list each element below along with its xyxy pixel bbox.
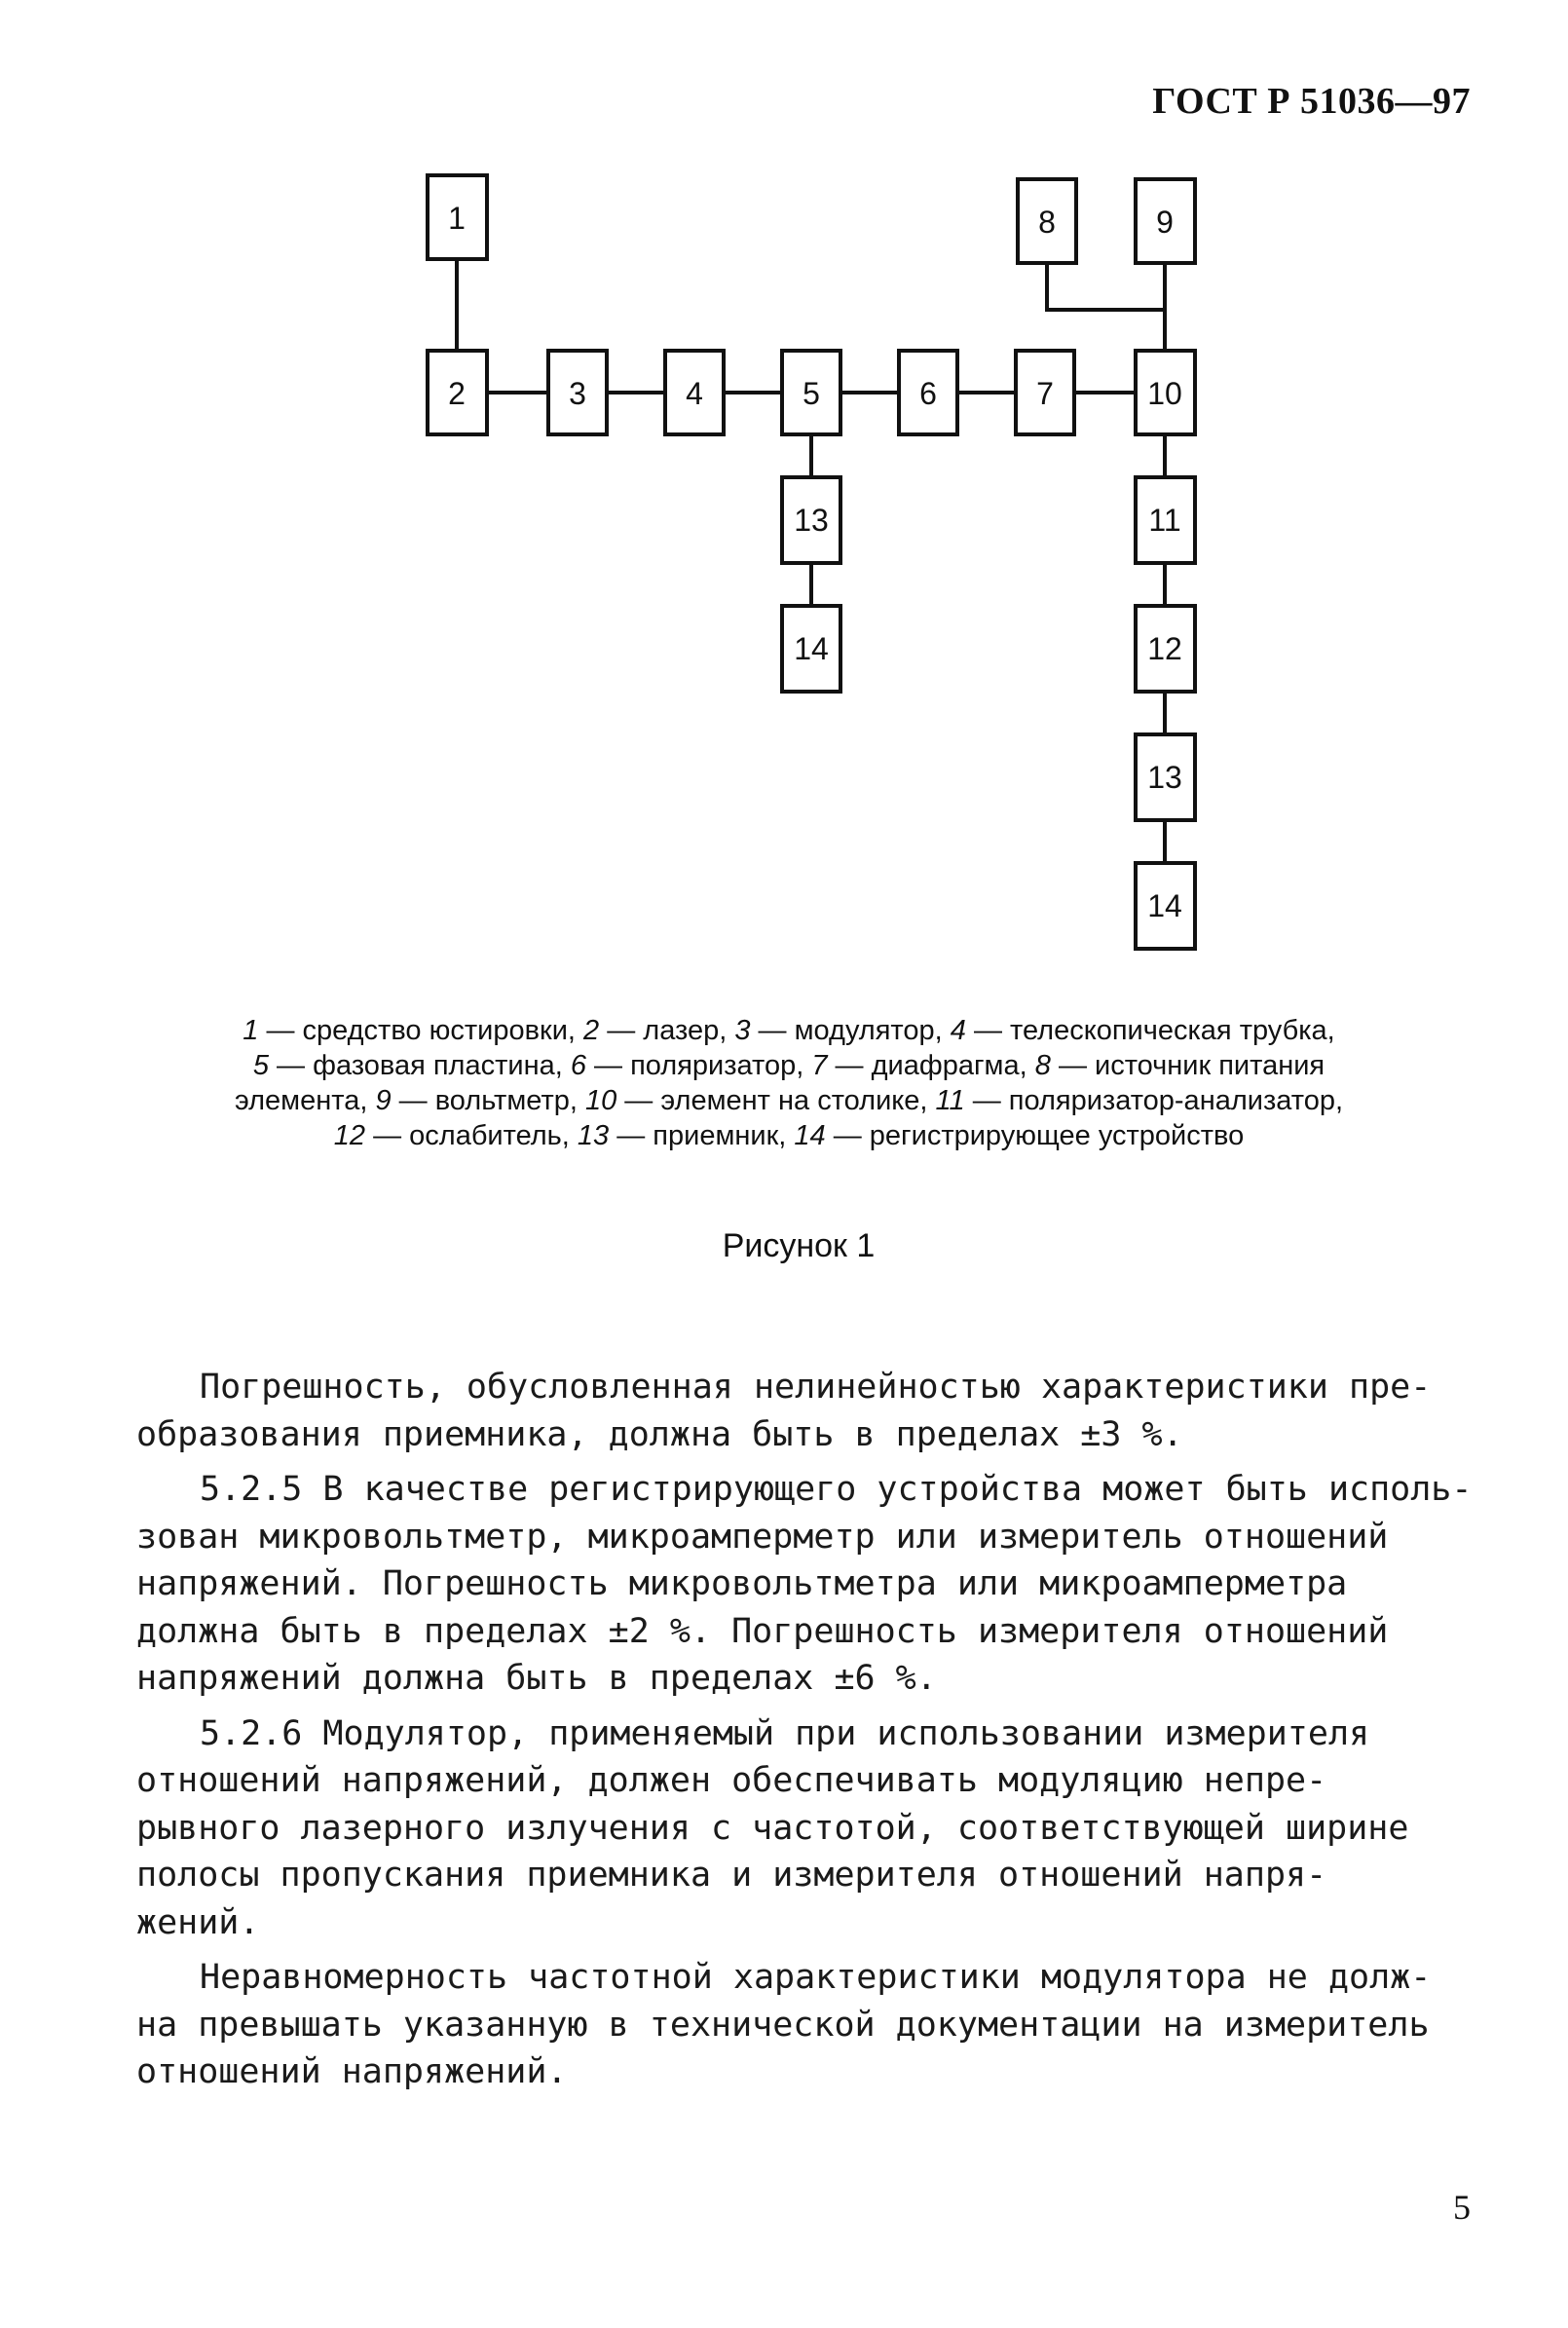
legend-text: — ослабитель, xyxy=(365,1120,578,1151)
legend-num: 3 xyxy=(734,1015,751,1046)
legend-num: 5 xyxy=(252,1050,269,1081)
block-12 xyxy=(1136,606,1195,692)
legend-text: — поляризатор, xyxy=(585,1050,812,1081)
legend-text: — источник питания xyxy=(1050,1050,1325,1081)
legend-num: 14 xyxy=(794,1120,826,1151)
block-4 xyxy=(665,351,724,434)
svg-text:12: 12 xyxy=(1147,631,1182,666)
legend-num: 9 xyxy=(375,1085,392,1116)
svg-text:11: 11 xyxy=(1148,503,1181,538)
block-5 xyxy=(782,351,840,434)
legend-text: — вольтметр, xyxy=(391,1085,585,1116)
svg-text:6: 6 xyxy=(919,376,937,411)
paragraph-line: зован микровольтметр, микроамперметр или измеритель отношений xyxy=(136,1517,1389,1557)
page-number: 5 xyxy=(1453,2188,1471,2227)
wire-8-10 xyxy=(1047,263,1165,310)
paragraph-line: рывного лазерного излучения с частотой, соответствующей ширине xyxy=(136,1808,1409,1848)
block-11 xyxy=(1136,477,1195,563)
block-2 xyxy=(428,351,487,434)
block-1 xyxy=(428,175,487,259)
svg-text:2: 2 xyxy=(448,376,466,411)
paragraph-line: образования приемника, должна быть в пределах ±3 %. xyxy=(136,1414,1183,1454)
paragraph-line: отношений напряжений. xyxy=(136,2052,568,2091)
svg-text:8: 8 xyxy=(1038,205,1056,240)
block-14-left xyxy=(782,606,840,692)
document-header: ГОСТ Р 51036—97 xyxy=(1152,81,1471,122)
paragraph-line: 5.2.5 В качестве регистрирующего устройства может быть исполь- xyxy=(200,1470,1473,1509)
block-14-right xyxy=(1136,863,1195,949)
legend-num: 10 xyxy=(584,1085,617,1116)
legend-num: 6 xyxy=(570,1050,586,1081)
block-13-right xyxy=(1136,734,1195,820)
figure-caption: Рисунок 1 xyxy=(722,1227,876,1264)
svg-text:13: 13 xyxy=(794,503,829,538)
legend-num: 7 xyxy=(811,1050,828,1081)
paragraph-line: на превышать указанную в технической документации на измеритель xyxy=(136,2005,1430,2045)
svg-text:10: 10 xyxy=(1147,376,1182,411)
legend-text: — фазовая пластина, xyxy=(268,1050,571,1081)
legend-line xyxy=(146,1118,1432,1153)
block-10 xyxy=(1136,351,1195,434)
legend-text: элемента, xyxy=(234,1085,376,1116)
svg-text:1: 1 xyxy=(448,201,466,236)
svg-text:7: 7 xyxy=(1036,376,1054,411)
block-13-left xyxy=(782,477,840,563)
legend-num: 8 xyxy=(1034,1050,1051,1081)
legend-text: — регистрирующее устройство xyxy=(825,1120,1245,1151)
legend-text: — поляризатор-анализатор, xyxy=(964,1085,1344,1116)
legend-text: — телескопическая трубка, xyxy=(965,1015,1335,1046)
legend-text: — лазер, xyxy=(599,1015,735,1046)
paragraph-line: полосы пропускания приемника и измерителя отношений напря- xyxy=(136,1856,1327,1895)
paragraph-line: Неравномерность частотной характеристики модулятора не долж- xyxy=(200,1958,1432,1997)
legend-text: — диафрагма, xyxy=(827,1050,1035,1081)
svg-text:5: 5 xyxy=(803,376,820,411)
paragraph-line: должна быть в пределах ±2 %. Погрешность измерителя отношений xyxy=(136,1611,1389,1651)
block-6 xyxy=(899,351,957,434)
paragraph-line: напряжений. Погрешность микровольтметра или микроамперметра xyxy=(136,1564,1348,1603)
svg-text:3: 3 xyxy=(569,376,586,411)
svg-text:9: 9 xyxy=(1156,205,1174,240)
block-3 xyxy=(548,351,607,434)
figure-legend xyxy=(146,1013,1432,1153)
legend-num: 1 xyxy=(243,1015,259,1046)
block-diagram xyxy=(0,0,1568,974)
paragraph-line: отношений напряжений, должен обеспечивать модуляцию непре- xyxy=(136,1761,1327,1800)
block-8 xyxy=(1018,179,1076,263)
block-7 xyxy=(1016,351,1074,434)
legend-num: 13 xyxy=(577,1120,610,1151)
paragraph-line: Погрешность, обусловленная нелинейностью характеристики пре- xyxy=(200,1368,1432,1407)
legend-num: 12 xyxy=(333,1120,366,1151)
block-9 xyxy=(1136,179,1195,263)
svg-text:14: 14 xyxy=(794,631,829,666)
paragraph-line: напряжений должна быть в пределах ±6 %. xyxy=(136,1659,937,1698)
legend-line xyxy=(146,1013,1432,1048)
legend-text: — элемент на столике, xyxy=(616,1085,936,1116)
svg-text:14: 14 xyxy=(1147,888,1182,923)
legend-text: — модулятор, xyxy=(750,1015,951,1046)
paragraph-line: жений. xyxy=(136,1902,260,1942)
legend-line xyxy=(146,1083,1432,1118)
svg-text:13: 13 xyxy=(1147,760,1182,795)
legend-num: 2 xyxy=(583,1015,600,1046)
legend-num: 4 xyxy=(950,1015,966,1046)
body-text xyxy=(136,1364,1495,2096)
legend-text: — средство юстировки, xyxy=(258,1015,584,1046)
legend-num: 11 xyxy=(935,1085,965,1116)
legend-text: — приемник, xyxy=(609,1120,795,1151)
paragraph-line: 5.2.6 Модулятор, применяемый при использовании измерителя xyxy=(200,1713,1370,1753)
svg-text:4: 4 xyxy=(686,376,703,411)
legend-line xyxy=(146,1048,1432,1083)
